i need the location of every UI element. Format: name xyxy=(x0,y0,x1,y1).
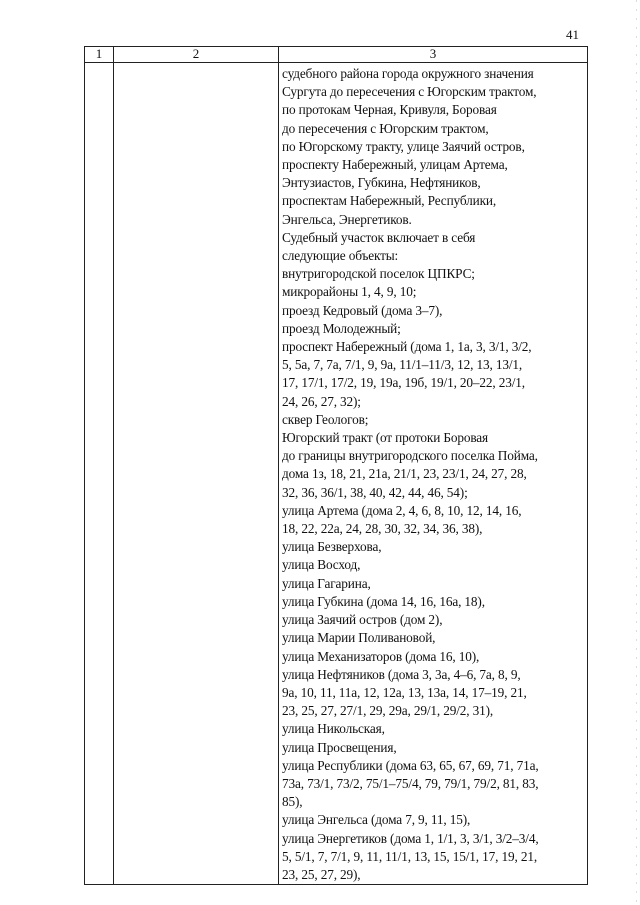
scan-edge-marks xyxy=(636,0,637,905)
column-1-header: 1 xyxy=(85,47,114,63)
address-line: Энтузиастов, Губкина, Нефтяников, xyxy=(282,175,481,191)
address-line: улица Восход, xyxy=(282,557,361,573)
address-line: Энгельса, Энергетиков. xyxy=(282,211,412,227)
address-line: проспектам Набережный, Республики, xyxy=(282,193,497,209)
address-line: улица Просвещения, xyxy=(282,739,397,755)
column-1-cell xyxy=(85,63,114,885)
address-line: улица Республики (дома 63, 65, 67, 69, 71, 71а, xyxy=(282,757,539,773)
address-line: улица Безверхова, xyxy=(282,539,382,555)
address-line: улица Энергетиков (дома 1, 1/1, 3, 3/1, 3/2–3/4, xyxy=(282,830,539,846)
address-line: 24, 26, 27, 32); xyxy=(282,393,361,409)
address-line: Югорский тракт (от протоки Боровая xyxy=(282,430,489,446)
address-line: 23, 25, 27, 29), xyxy=(282,866,361,882)
address-line: 32, 36, 36/1, 38, 40, 42, 44, 46, 54); xyxy=(282,484,468,500)
address-line: по протокам Черная, Кривуля, Боровая xyxy=(282,102,497,118)
address-line: 17, 17/1, 17/2, 19, 19а, 19б, 19/1, 20–22, 23/1, xyxy=(282,375,525,391)
page-number: 41 xyxy=(566,27,579,42)
address-line: улица Гагарина, xyxy=(282,575,371,591)
column-3-cell xyxy=(279,63,588,885)
address-line: до границы внутригородского поселка Пойма, xyxy=(282,448,538,464)
column-2-cell xyxy=(114,63,279,885)
table-row xyxy=(85,63,588,885)
address-line: дома 1з, 18, 21, 21а, 21/1, 23, 23/1, 24, 27, 28, xyxy=(282,466,527,482)
address-line: 73а, 73/1, 73/2, 75/1–75/4, 79, 79/1, 79/2, 81, 83, xyxy=(282,775,539,791)
address-line: сквер Геологов; xyxy=(282,411,369,427)
address-line: до пересечения с Югорским трактом, xyxy=(282,120,489,136)
address-line: 5, 5/1, 7, 7/1, 9, 11, 11/1, 13, 15, 15/1, 17, 19, 21, xyxy=(282,848,538,864)
address-line: проспект Набережный (дома 1, 1а, 3, 3/1, 3/2, xyxy=(282,339,532,355)
address-line: улица Нефтяников (дома 3, 3а, 4–6, 7а, 8, 9, xyxy=(282,666,521,682)
address-line: проспекту Набережный, улицам Артема, xyxy=(282,157,508,173)
address-line: микрорайоны 1, 4, 9, 10; xyxy=(282,284,417,300)
address-line: улица Марии Поливановой, xyxy=(282,630,436,646)
address-line: улица Никольская, xyxy=(282,721,385,737)
address-line: улица Артема (дома 2, 4, 6, 8, 10, 12, 14, 16, xyxy=(282,502,522,518)
address-line: Сургута до пересечения с Югорским трактом, xyxy=(282,84,537,100)
address-line: 9а, 10, 11, 11а, 12, 12а, 13, 13а, 14, 17–19, 21, xyxy=(282,684,527,700)
address-line: проезд Кедровый (дома 3–7), xyxy=(282,302,443,318)
address-line: судебного района города окружного значения xyxy=(282,66,534,81)
column-3-header: 3 xyxy=(279,47,588,63)
address-line: по Югорскому тракту, улице Заячий остров, xyxy=(282,138,525,154)
address-line: улица Механизаторов (дома 16, 10), xyxy=(282,648,480,664)
address-line: внутригородской поселок ЦПКРС; xyxy=(282,266,475,282)
table-header-row xyxy=(85,47,588,63)
address-line: 18, 22, 22а, 24, 28, 30, 32, 34, 36, 38), xyxy=(282,521,483,537)
address-line: улица Губкина (дома 14, 16, 16а, 18), xyxy=(282,593,485,609)
column-2-header: 2 xyxy=(114,47,279,63)
address-line: Судебный участок включает в себя xyxy=(282,229,476,245)
address-line: улица Энгельса (дома 7, 9, 11, 15), xyxy=(282,812,471,828)
address-line: следующие объекты: xyxy=(282,248,399,264)
address-line: 5, 5а, 7, 7а, 7/1, 9, 9а, 11/1–11/3, 12, 13, 13/1, xyxy=(282,357,523,373)
address-line: проезд Молодежный; xyxy=(282,320,401,336)
address-line: 85), xyxy=(282,794,303,810)
address-line: улица Заячий остров (дом 2), xyxy=(282,612,443,628)
address-table xyxy=(84,46,588,885)
address-line: 23, 25, 27, 27/1, 29, 29а, 29/1, 29/2, 31), xyxy=(282,703,494,719)
